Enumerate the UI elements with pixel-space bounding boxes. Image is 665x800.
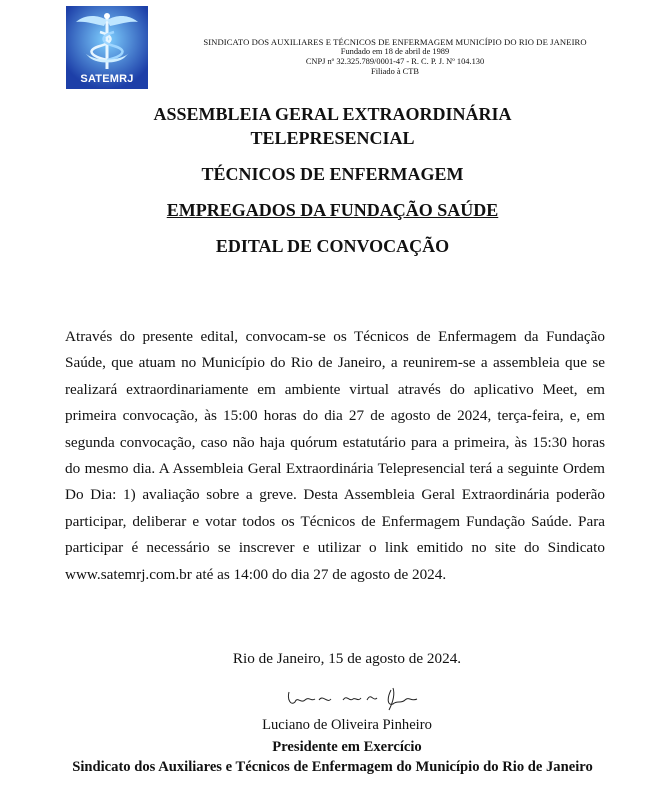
assembly-title <box>0 102 665 150</box>
signer-role: Presidente em Exercício <box>272 739 422 755</box>
handwritten-signature-icon <box>283 682 433 712</box>
assembly-title-line2: TELEPRESENCIAL <box>250 128 415 148</box>
place-date: Rio de Janeiro, 15 de agosto de 2024. <box>232 650 462 667</box>
assembly-title-line1: ASSEMBLEIA GERAL EXTRAORDINÁRIA <box>153 104 512 124</box>
org-name: SINDICATO DOS AUXILIARES E TÉCNICOS DE ENFERMAGEM MUNICÍPIO DO RIO DE JANEIRO <box>203 37 587 47</box>
satemrj-logo <box>66 6 148 89</box>
category-title: TÉCNICOS DE ENFERMAGEM <box>201 164 464 184</box>
signer-organization: Sindicato dos Auxiliares e Técnicos de Enfermagem do Município do Rio de Janeiro <box>72 759 593 775</box>
founded-line: Fundado em 18 de abril de 1989 <box>340 47 450 56</box>
notice-title: EDITAL DE CONVOCAÇÃO <box>215 236 450 256</box>
logo-text: SATEMRJ <box>80 73 134 85</box>
convocation-paragraph: Através do presente edital, convocam-se os Técnicos de Enfermagem da Fundação Saúde, que atuam no Município do Rio de Janeiro, a reunirem-se a assembleia que se realizará extraordinariamente em ambiente virtual através do aplicativo Meet, em primeira convocação, às 15:00 horas do dia 27 de agosto de 2024, terça-feira, e, em segunda convocação, caso não haja quórum estatutário para a primeira, às 15:30 horas do mesmo dia. A Assembleia Geral Extraordinária Telepresencial terá a seguinte Ordem Do Dia: 1) avaliação sobre a greve. Desta Assembleia Geral Extraordinária poderão participar, deliberar e votar todos os Técnicos de Enfermagem Fundação Saúde. Para participar é necessário se inscrever e utilizar o link emitido no site do Sindicato www.satemrj.com.br até as 14:00 do dia 27 de agosto de 2024. <box>65 328 605 583</box>
registry-line: CNPJ nº 32.325.789/0001-47 - R. C. P. J. Nº 104.130 <box>305 57 485 66</box>
title-block <box>0 102 665 258</box>
affiliation-line: Filiado à CTB <box>371 67 419 76</box>
org-header <box>160 37 630 77</box>
employer-title: EMPREGADOS DA FUNDAÇÃO SAÚDE <box>166 200 499 220</box>
signer-name: Luciano de Oliveira Pinheiro <box>262 717 432 733</box>
